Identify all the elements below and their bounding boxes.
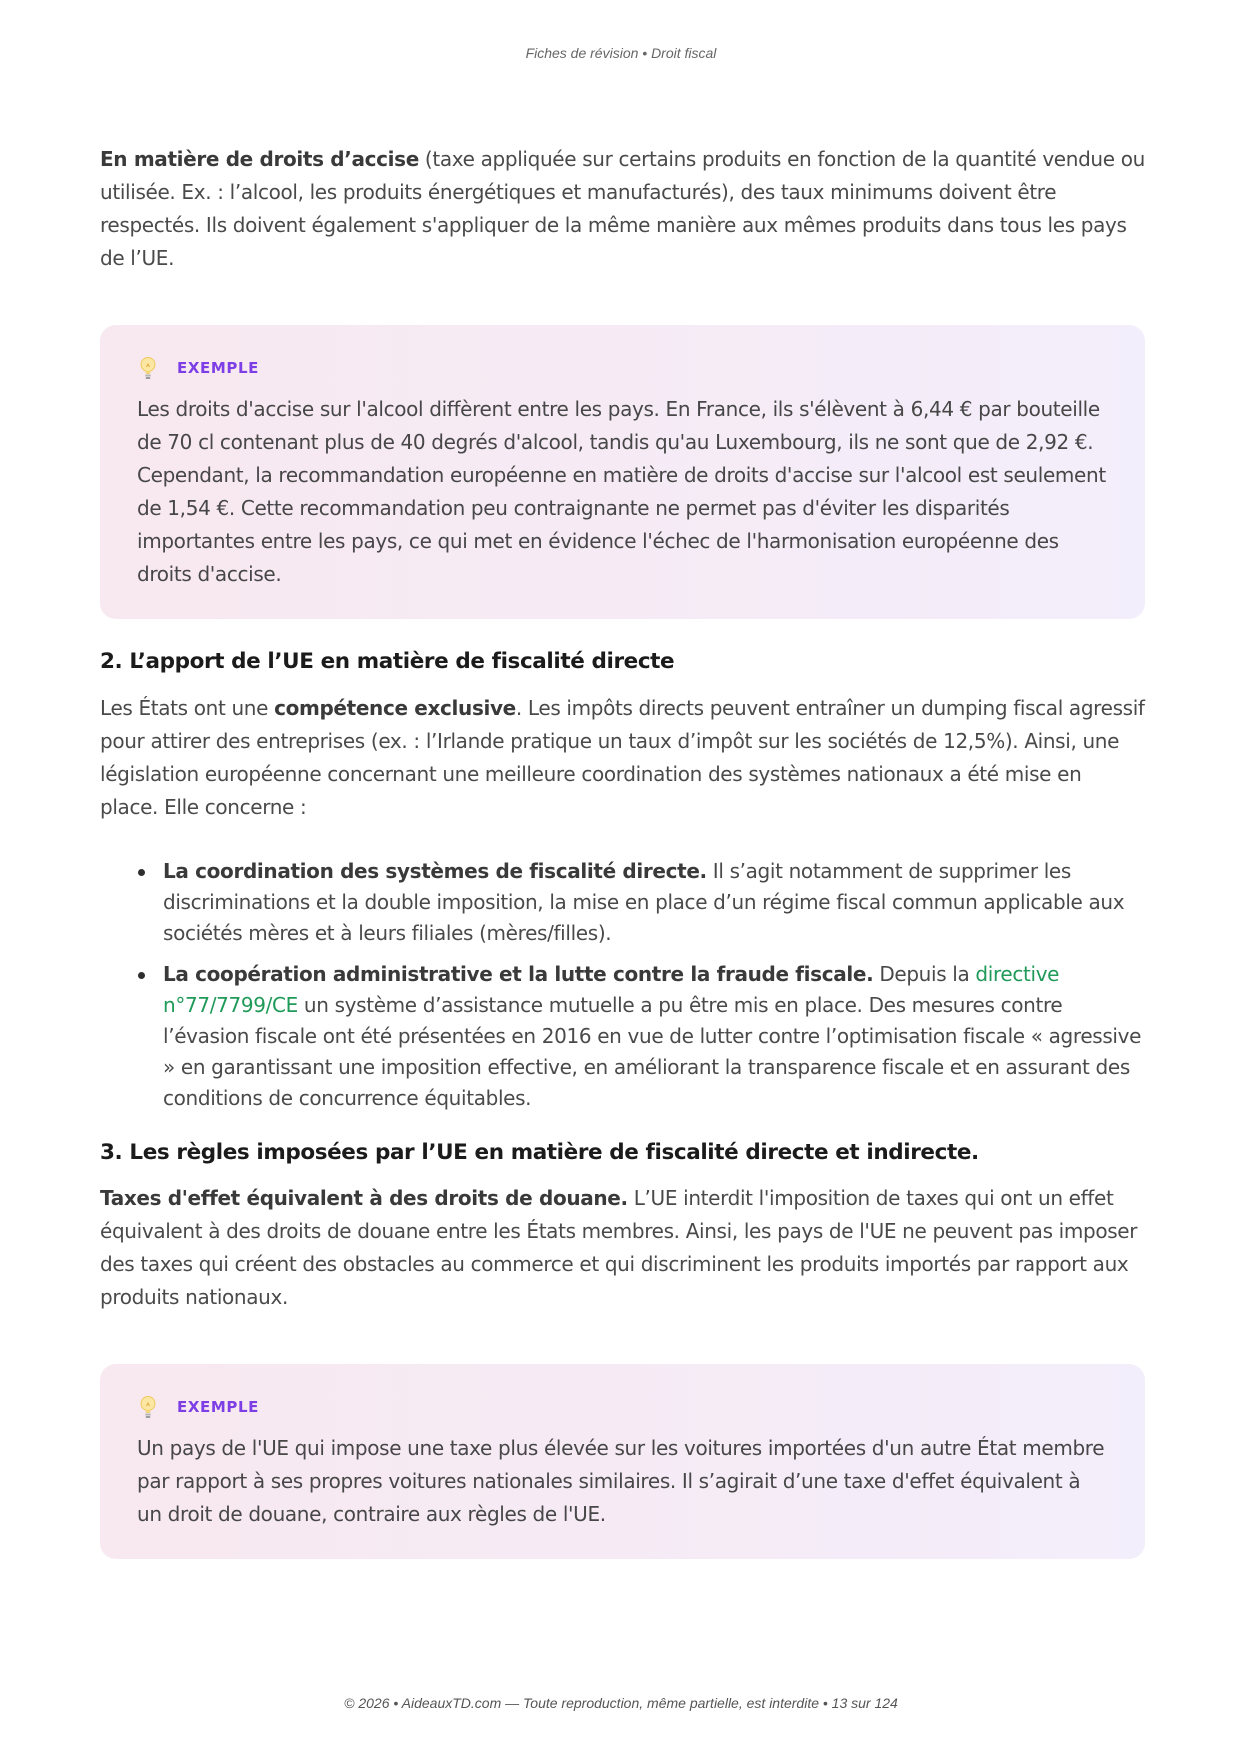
example-callout-header bbox=[137, 355, 1109, 381]
direct-taxation-text-start: Les États ont une bbox=[100, 696, 275, 720]
example-text: Un pays de l'UE qui impose une taxe plus élevée sur les voitures importées d'un autre État membre par rapport à ses propres voitures nationales similaires. Il s’agirait d’une taxe d'effet équivalent à un droit de douane, contraire aux règles de l'UE. bbox=[137, 1436, 1105, 1526]
direct-taxation-text-end: . Les impôts directs peuvent entraîner un dumping fiscal agressif pour attirer des entreprises (ex. : l’Irlande pratique un taux d’impôt sur les sociétés de 12,5%). Ainsi, une législation européenne concernant une meilleure coordination des systèmes nationaux a été mise en place. Elle concerne : bbox=[100, 696, 1145, 819]
example-callout-customs bbox=[100, 1364, 1145, 1559]
bullet-coordination bbox=[100, 856, 1145, 949]
bullet-cooperation bbox=[100, 959, 1145, 1114]
excise-intro-paragraph bbox=[100, 143, 1145, 275]
example-text: Les droits d'accise sur l'alcool diffèrent entre les pays. En France, ils s'élèvent à 6,44 € par bouteille de 70 cl contenant plus de 40 degrés d'alcool, tandis qu'au Luxembourg, ils ne sont que de 2,92 €. Cependant, la recommandation européenne en matière de droits d'accise sur l'alcool est seulement de 1,54 €. Cette recommandation peu contraignante ne permet pas d'éviter les disparités importantes entre les pays, ce qui met en évidence l'échec de l'harmonisation européenne des droits d'accise. bbox=[137, 397, 1106, 586]
running-header: Fiches de révision • Droit fiscal bbox=[525, 45, 717, 61]
directive-link[interactable]: directive n°77/7799/CE bbox=[163, 962, 1060, 1017]
bullet-dot bbox=[138, 972, 145, 979]
eu-rules-paragraph bbox=[100, 1182, 1145, 1314]
lightbulb-icon bbox=[137, 355, 159, 381]
section-heading-direct-taxation: 2. L’apport de l’UE en matière de fiscalité directe bbox=[100, 649, 675, 674]
direct-taxation-bullet-list bbox=[100, 856, 1145, 1114]
bullet-coordination-bold: La coordination des systèmes de fiscalité directe. bbox=[163, 859, 707, 883]
direct-taxation-bold: compétence exclusive bbox=[274, 696, 516, 720]
page-content bbox=[100, 143, 1145, 1559]
eu-rules-bold: Taxes d'effet équivalent à des droits de douane. bbox=[100, 1186, 628, 1210]
example-callout-excise bbox=[100, 325, 1145, 619]
section-heading-eu-rules: 3. Les règles imposées par l’UE en matière de fiscalité directe et indirecte. bbox=[100, 1140, 979, 1165]
direct-taxation-paragraph bbox=[100, 692, 1145, 824]
example-label: EXEMPLE bbox=[177, 1398, 259, 1416]
example-label: EXEMPLE bbox=[177, 359, 259, 377]
bullet-cooperation-text-start: Depuis la bbox=[873, 962, 976, 986]
bullet-cooperation-text-end: un système d’assistance mutuelle a pu être mis en place. Des mesures contre l’évasion fiscale ont été présentées en 2016 en vue de lutter contre l’optimisation fiscale « agressive » en garantissant une imposition effective, en améliorant la transparence fiscale et en assurant des conditions de concurrence équitables. bbox=[163, 993, 1142, 1110]
lightbulb-icon bbox=[137, 1394, 159, 1420]
eu-rules-text: L’UE interdit l'imposition de taxes qui ont un effet équivalent à des droits de douane entre les États membres. Ainsi, les pays de l'UE ne peuvent pas imposer des taxes qui créent des obstacles au commerce et qui discriminent les produits importés par rapport aux produits nationaux. bbox=[100, 1186, 1138, 1309]
example-callout-header bbox=[137, 1394, 1109, 1420]
excise-intro-text: (taxe appliquée sur certains produits en fonction de la quantité vendue ou utilisée. Ex. : l’alcool, les produits énergétiques et manufacturés), des taux minimums doivent être respectés. Ils doivent également s'appliquer de la même manière aux mêmes produits dans tous les pays de l’UE. bbox=[100, 147, 1145, 270]
bullet-coordination-text: Il s’agit notamment de supprimer les discriminations et la double imposition, la mise en place d’un régime fiscal commun applicable aux sociétés mères et à leurs filiales (mères/filles). bbox=[163, 859, 1125, 945]
page-footer: © 2026 • AideauxTD.com — Toute reproduction, même partielle, est interdite • 13 sur 124 bbox=[344, 1695, 898, 1711]
bullet-cooperation-bold: La coopération administrative et la lutte contre la fraude fiscale. bbox=[163, 962, 874, 986]
bullet-dot bbox=[138, 869, 145, 876]
excise-intro-bold: En matière de droits d’accise bbox=[100, 147, 419, 171]
